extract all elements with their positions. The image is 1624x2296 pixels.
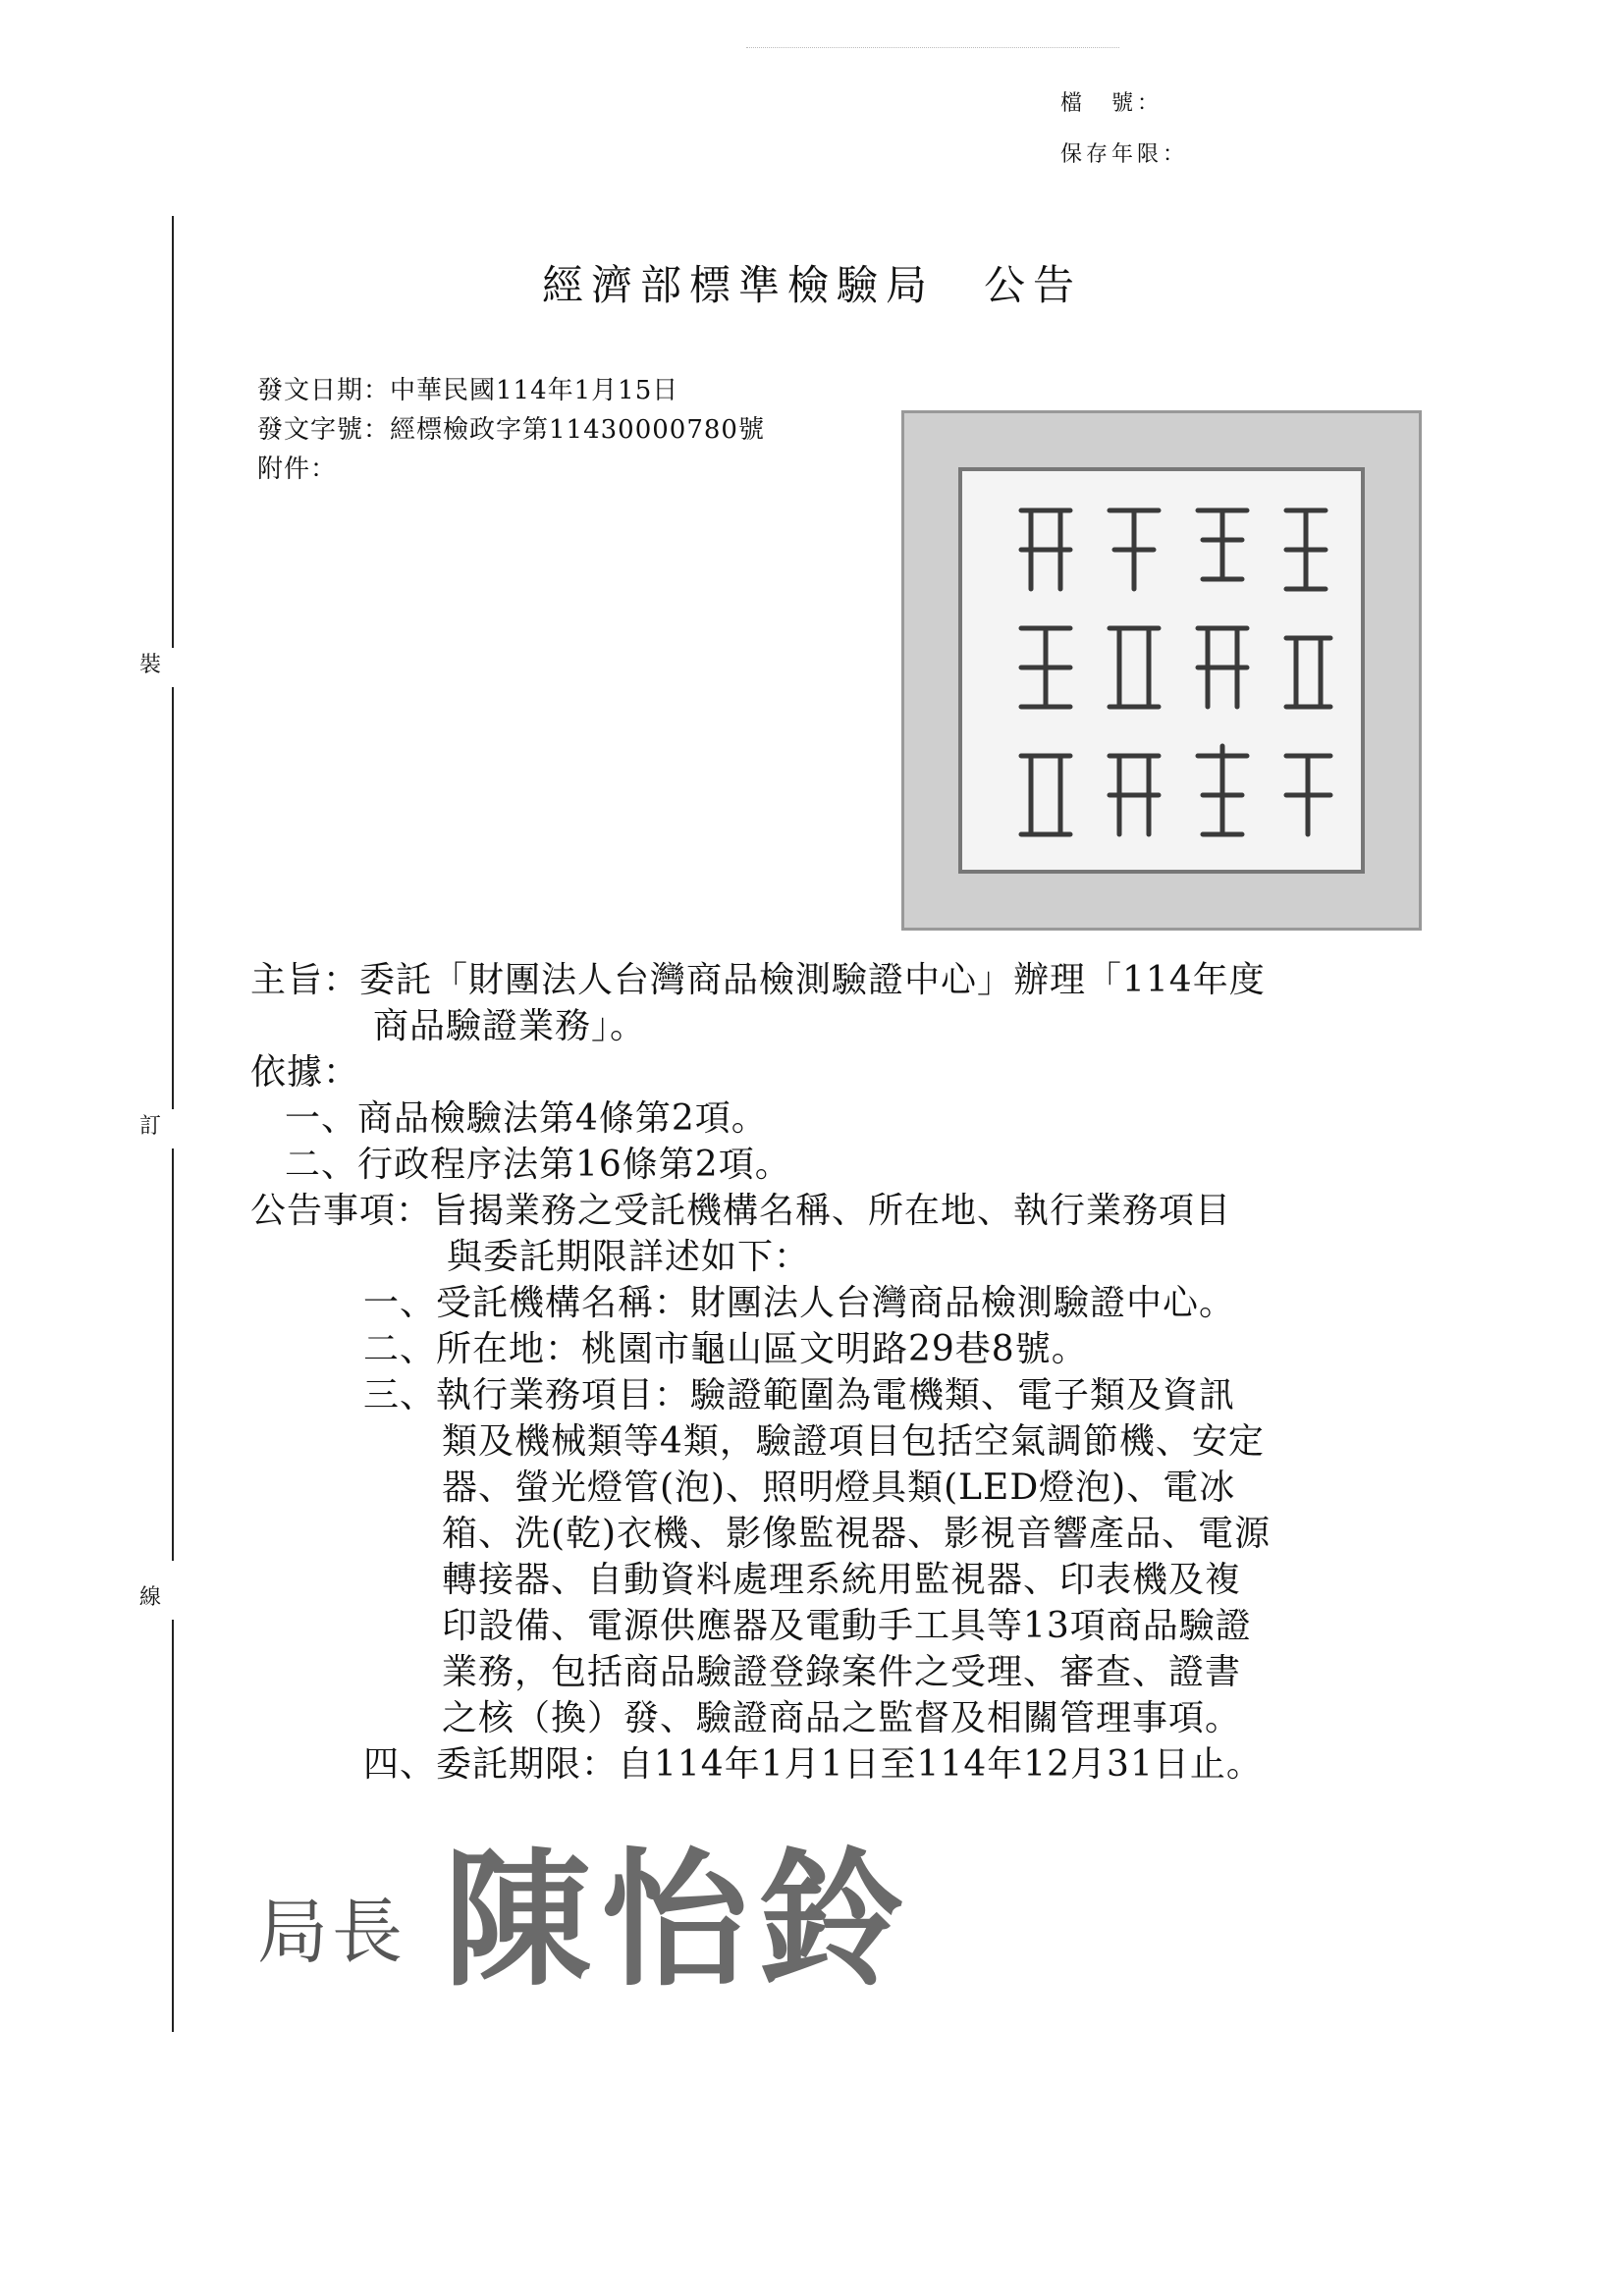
notice-line-2: 與委託期限詳述如下：: [447, 1237, 811, 1277]
notice-item-4: 四、委託期限：自114年1月1日至114年12月31日止。: [363, 1744, 1263, 1785]
binding-line-bottom: [172, 1620, 174, 2032]
scan-artifact-line: [746, 47, 1119, 48]
binding-char-zhuang: 裝: [139, 653, 162, 677]
binding-line-mid1: [172, 687, 174, 1109]
basis-item-1: 一、商品檢驗法第4條第2項。: [285, 1098, 768, 1139]
seal-script-glyphs: [962, 471, 1361, 870]
basis-heading: 依據：: [250, 1052, 360, 1093]
signature-name: 陳怡鈴: [444, 1834, 916, 2006]
subject-line-1: 主旨：委託「財團法人台灣商品檢測驗證中心」辦理「114年度: [250, 960, 1266, 1000]
signature-title: 局長: [257, 1891, 407, 1973]
notice-line-1: 公告事項：旨揭業務之受託機構名稱、所在地、執行業務項目: [250, 1191, 1232, 1231]
notice-item-3-line-4: 箱、洗(乾)衣機、影像監視器、影視音響產品、電源: [442, 1514, 1272, 1554]
official-seal: [901, 410, 1422, 931]
page-title: 經濟部標準檢驗局 公告: [541, 261, 1082, 309]
notice-item-3-line-5: 轉接器、自動資料處理系統用監視器、印表機及複: [442, 1560, 1242, 1600]
binding-char-ding: 訂: [139, 1114, 162, 1139]
seal-inner-frame: [958, 467, 1365, 874]
notice-item-2: 二、所在地：桃園市龜山區文明路29巷8號。: [363, 1329, 1088, 1369]
notice-item-3-line-2: 類及機械類等4類，驗證項目包括空氣調節機、安定: [442, 1421, 1265, 1462]
notice-item-1: 一、受託機構名稱：財團法人台灣商品檢測驗證中心。: [363, 1283, 1236, 1323]
subject-line-2: 商品驗證業務」。: [373, 1006, 647, 1046]
attachment-label: 附件：: [257, 454, 338, 484]
notice-item-3-line-1: 三、執行業務項目：驗證範圍為電機類、電子類及資訊: [363, 1375, 1236, 1415]
notice-item-3-line-3: 器、螢光燈管(泡)、照明燈具類(LED燈泡)、電冰: [442, 1468, 1236, 1508]
binding-char-xian: 線: [139, 1585, 162, 1610]
notice-item-3-line-7: 業務，包括商品驗證登錄案件之受理、審查、證書: [442, 1652, 1242, 1692]
binding-line-mid2: [172, 1148, 174, 1561]
retention-period-label: 保存年限：: [1060, 142, 1189, 167]
notice-item-3-line-8: 之核（換）發、驗證商品之監督及相關管理事項。: [442, 1698, 1242, 1738]
notice-item-3-line-6: 印設備、電源供應器及電動手工具等13項商品驗證: [442, 1606, 1252, 1646]
reference-number: 發文字號：經標檢政字第11430000780號: [257, 415, 765, 445]
issue-date: 發文日期：中華民國114年1月15日: [257, 376, 679, 405]
file-number-label: 檔 號：: [1060, 91, 1164, 116]
basis-item-2: 二、行政程序法第16條第2項。: [285, 1145, 791, 1185]
